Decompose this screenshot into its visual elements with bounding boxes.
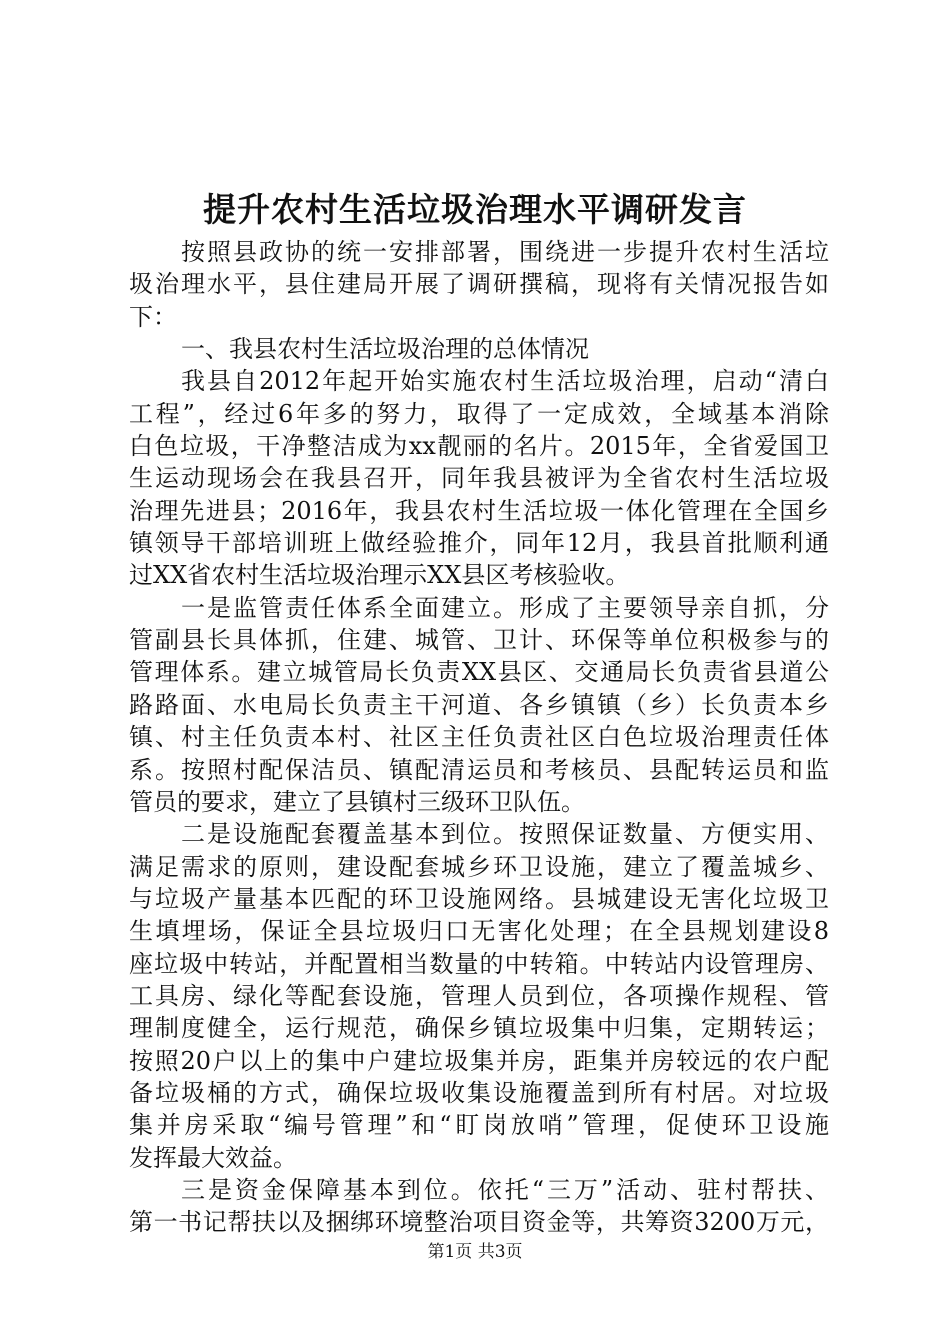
paragraph-line: 与垃圾产量基本匹配的环卫设施网络。县城建设无害化垃圾卫: [129, 884, 829, 913]
paragraph-line: 座垃圾中转站，并配置相当数量的中转箱。中转站内设管理房、: [129, 949, 829, 978]
paragraph-line: 理制度健全，运行规范，确保乡镇垃圾集中归集，定期转运；: [129, 1014, 829, 1043]
paragraph-line: 治理先进县；2016年，我县农村生活垃圾一体化管理在全国乡: [129, 496, 829, 525]
page-footer: 第1页 共3页: [427, 1242, 523, 1262]
paragraph-line: 镇、村主任负责本村、社区主任负责社区白色垃圾治理责任体: [129, 723, 829, 752]
paragraph-line: 工具房、绿化等配套设施，管理人员到位，各项操作规程、管: [129, 981, 829, 1010]
document-body: [129, 236, 829, 1239]
document-title: 提升农村生活垃圾治理水平调研发言: [203, 190, 747, 229]
paragraph-line: 路路面、水电局长负责主干河道、各乡镇镇（乡）长负责本乡: [129, 690, 829, 719]
paragraph-line: 工程”，经过6年多的努力，取得了一定成效，全域基本消除: [129, 399, 829, 428]
paragraph-first-line: 一是监管责任体系全面建立。形成了主要领导亲自抓，分: [181, 593, 829, 622]
paragraph-line: 满足需求的原则，建设配套城乡环卫设施，建立了覆盖城乡、: [129, 852, 829, 881]
paragraph-line: 下：: [129, 302, 177, 331]
paragraph-line: 按照20户以上的集中户建垃圾集并房，距集并房较远的农户配: [129, 1046, 829, 1075]
paragraph-line: 生填埋场，保证全县垃圾归口无害化处理；在全县规划建设8: [129, 917, 829, 946]
paragraph-line: 管副县长具体抓，住建、城管、卫计、环保等单位积极参与的: [129, 626, 829, 655]
paragraph-first-line: 三是资金保障基本到位。依托“三万”活动、驻村帮扶、: [181, 1175, 829, 1204]
paragraph-first-line: 我县自2012年起开始实施农村生活垃圾治理，启动“清白: [181, 367, 829, 396]
paragraph-line: 备垃圾桶的方式，确保垃圾收集设施覆盖到所有村居。对垃圾: [129, 1078, 829, 1107]
paragraph-line: 系。按照村配保洁员、镇配清运员和考核员、县配转运员和监: [129, 755, 829, 784]
paragraph-line: 发挥最大效益。: [129, 1143, 297, 1172]
paragraph-line: 过XX省农村生活垃圾治理示XX县区考核验收。: [129, 561, 630, 590]
paragraph-first-line: 二是设施配套覆盖基本到位。按照保证数量、方便实用、: [181, 820, 829, 849]
paragraph-line: 第一书记帮扶以及捆绑环境整治项目资金等，共筹资3200万元，: [129, 1208, 829, 1237]
paragraph-first-line: 按照县政协的统一安排部署，围绕进一步提升农村生活垃: [181, 238, 829, 266]
paragraph-line: 集并房采取“编号管理”和“盯岗放哨”管理，促使环卫设施: [129, 1111, 829, 1140]
paragraph-line: 白色垃圾，干净整洁成为xx靓丽的名片。2015年，全省爱国卫: [129, 432, 829, 461]
paragraph-line: 圾治理水平，县住建局开展了调研撰稿，现将有关情况报告如: [129, 270, 829, 299]
paragraph-line: 镇领导干部培训班上做经验推介，同年12月，我县首批顺利通: [129, 529, 829, 558]
paragraph-line: 生运动现场会在我县召开，同年我县被评为全省农村生活垃圾: [129, 464, 829, 493]
paragraph-first-line: 一、我县农村生活垃圾治理的总体情况: [181, 335, 589, 364]
paragraph-line: 管员的要求，建立了县镇村三级环卫队伍。: [129, 787, 585, 816]
paragraph-line: 管理体系。建立城管局长负责XX县区、交通局长负责省县道公: [129, 658, 829, 687]
